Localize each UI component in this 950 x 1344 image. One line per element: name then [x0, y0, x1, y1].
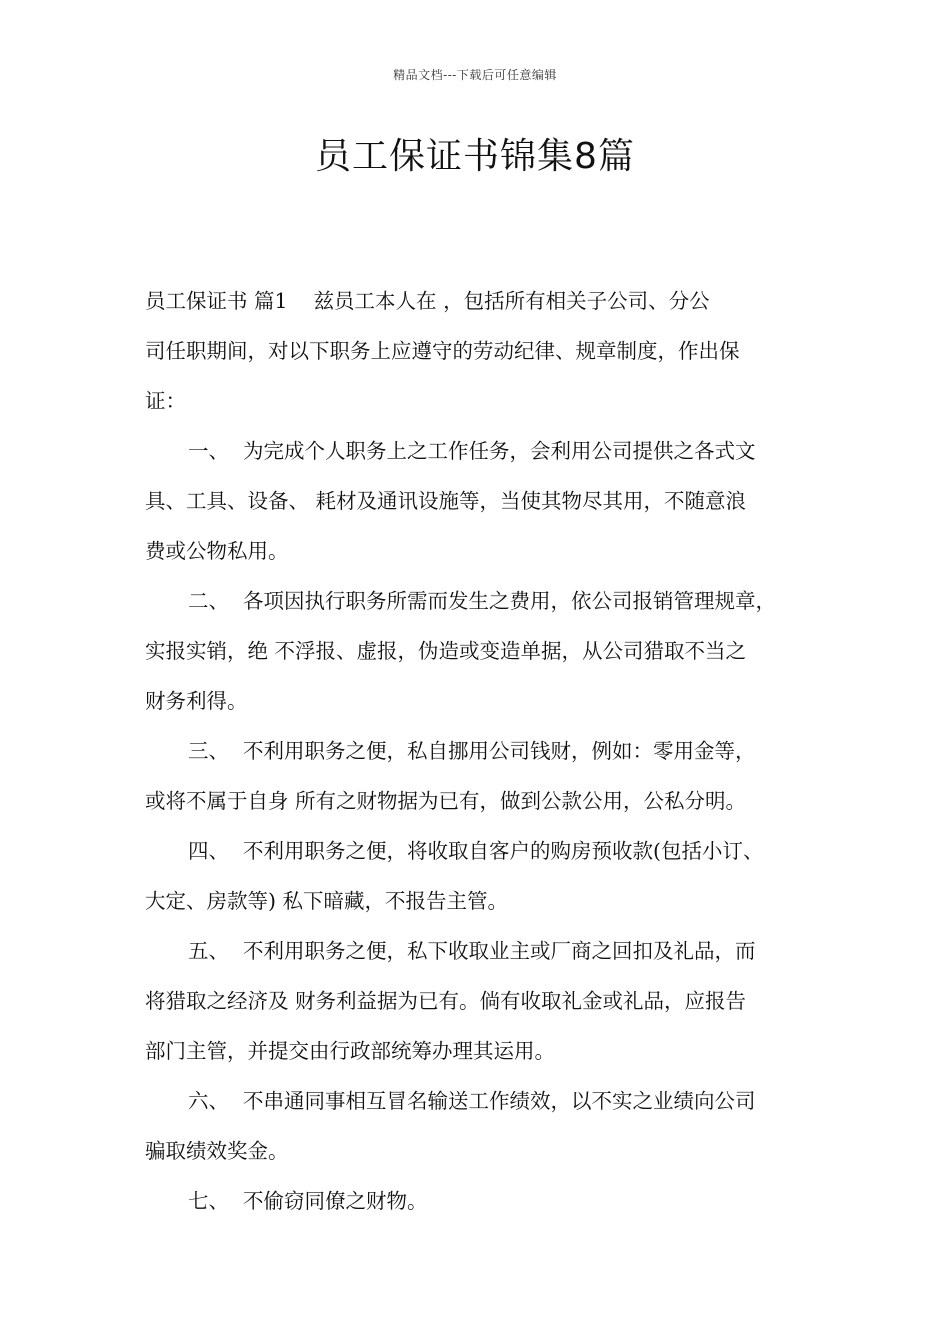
clause-paragraph: [145, 926, 810, 1076]
clause-number: 六、: [188, 1089, 229, 1113]
clause-line: 不偷窃同僚之财物。: [243, 1189, 428, 1213]
clause-paragraph: [145, 576, 810, 726]
clause-line: 不利用职务之便，私自挪用公司钱财，例如：零用金等，: [243, 739, 756, 763]
clause-line: 费或公物私用。: [145, 539, 289, 563]
clause-paragraph: [145, 1076, 810, 1176]
intro-paragraph: [145, 276, 810, 426]
document-body: [145, 276, 810, 1226]
clause-line: 财务利得。: [145, 689, 248, 713]
document-title: 员工保证书锦集8篇: [315, 136, 635, 177]
clause-line: 不串通同事相互冒名输送工作绩效，以不实之业绩向公司: [243, 1089, 756, 1113]
intro-line: 司任职期间，对以下职务上应遵守的劳动纪律、规章制度，作出保: [145, 339, 740, 363]
clause-number: 一、: [188, 439, 229, 463]
clause-line: 骗取绩效奖金。: [145, 1139, 289, 1163]
clause-line: 部门主管，并提交由行政部统筹办理其运用。: [145, 1039, 555, 1063]
intro-line: 证：: [145, 389, 186, 413]
clause-line: 将猎取之经济及 财务利益据为已有。倘有收取礼金或礼品，应报告: [145, 989, 747, 1013]
clause-paragraph: [145, 1176, 810, 1226]
section-label: 员工保证书 篇1: [145, 289, 288, 313]
clause-number: 七、: [188, 1189, 229, 1213]
clause-line: 为完成个人职务上之工作任务，会利用公司提供之各式文: [243, 439, 756, 463]
clause-paragraph: [145, 726, 810, 826]
clause-number: 三、: [188, 739, 229, 763]
clause-number: 五、: [188, 939, 229, 963]
clause-number: 四、: [188, 839, 229, 863]
clause-line: 大定、房款等) 私下暗藏，不报告主管。: [145, 889, 509, 913]
clause-line: 各项因执行职务所需而发生之费用，依公司报销管理规章，: [243, 589, 776, 613]
clause-line: 不利用职务之便，将收取自客户的购房预收款(包括小订、: [243, 839, 764, 863]
clause-line: 实报实销，绝 不浮报、虚报，伪造或变造单据，从公司猎取不当之: [145, 639, 747, 663]
header-note: 精品文档---下载后可任意编辑: [393, 68, 557, 82]
clause-paragraph: [145, 426, 810, 576]
clause-number: 二、: [188, 589, 229, 613]
intro-line: 兹员工本人在 ，包括所有相关子公司、分公: [313, 289, 710, 313]
clause-line: 具、工具、设备、 耗材及通讯设施等，当使其物尽其用，不随意浪: [145, 489, 747, 513]
clause-paragraph: [145, 826, 810, 926]
clause-line: 不利用职务之便，私下收取业主或厂商之回扣及礼品，而: [243, 939, 756, 963]
clause-line: 或将不属于自身 所有之财物据为已有，做到公款公用，公私分明。: [145, 789, 747, 813]
